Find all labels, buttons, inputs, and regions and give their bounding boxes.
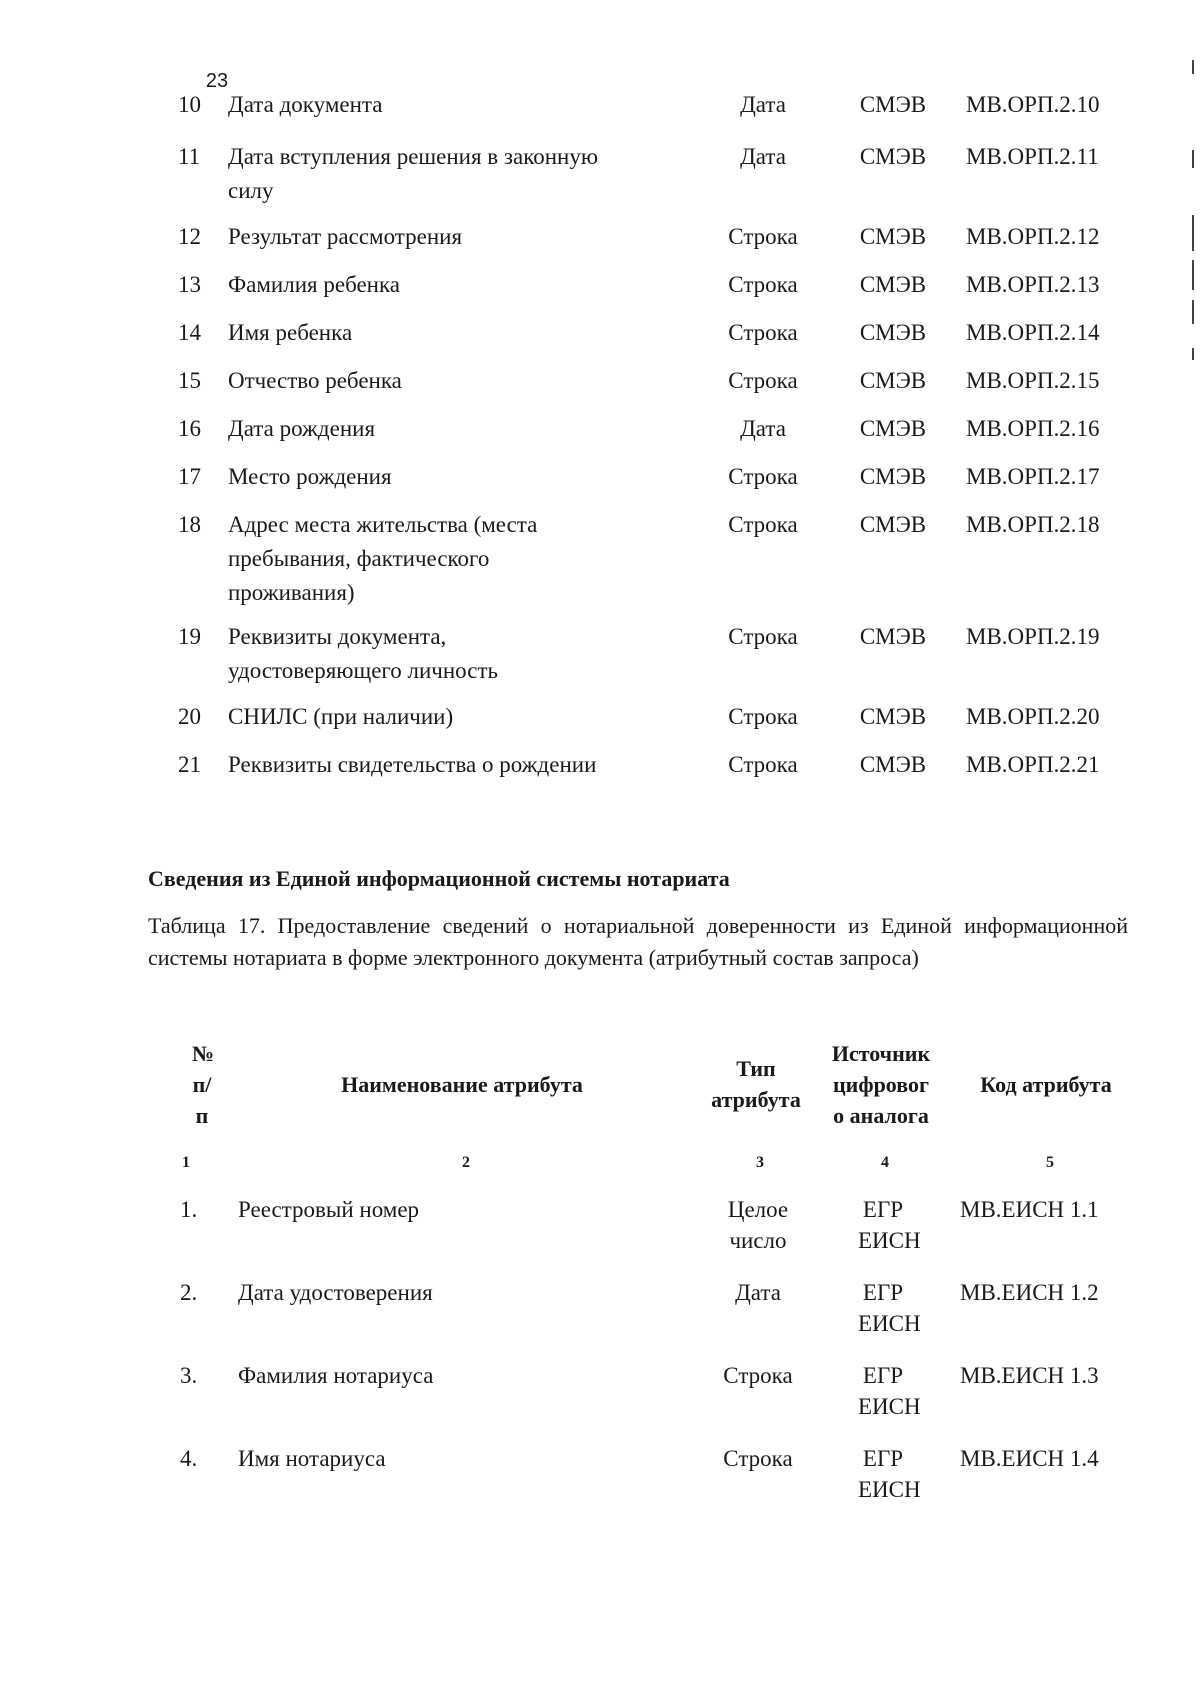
table-row (178, 1443, 1178, 1526)
attribute-name: Результат рассмотрения (228, 224, 463, 249)
scan-edge-mark (1192, 348, 1194, 360)
attribute-source: СМЭВ (859, 624, 927, 649)
header-attribute-type: Тип атрибута (711, 1056, 801, 1112)
row-number: 1. (180, 1197, 198, 1222)
attribute-code: МВ.ОРП.2.11 (966, 144, 1099, 169)
row-number: 10 (178, 92, 201, 117)
attribute-table-continued (178, 88, 1178, 796)
row-number: 4. (180, 1446, 198, 1471)
attribute-source: СМЭВ (859, 224, 927, 249)
row-number: 20 (178, 704, 201, 729)
column-index: 5 (1046, 1154, 1054, 1171)
table-row (178, 508, 1178, 620)
attribute-type: Дата (735, 1280, 781, 1305)
row-number: 21 (178, 752, 201, 777)
scan-edge-mark (1192, 150, 1194, 168)
attribute-name: Дата вступления решения в законную силу (228, 144, 598, 203)
header-number: № п/ п (192, 1040, 215, 1128)
attribute-type: Строка (728, 752, 798, 777)
row-number: 12 (178, 224, 201, 249)
header-attribute-name: Наименование атрибута (341, 1071, 583, 1097)
column-index: 3 (756, 1154, 764, 1171)
table-caption: Таблица 17. Предоставление сведений о нотариальной доверенности из Единой информационной системы нотариата в форме электронного документа (атрибутный состав запроса) (148, 913, 1128, 970)
attribute-name: Имя нотариуса (238, 1446, 386, 1471)
attribute-code: МВ.ЕИСН 1.2 (960, 1280, 1099, 1305)
attribute-code: МВ.ОРП.2.15 (966, 368, 1100, 393)
row-number: 13 (178, 272, 201, 297)
attribute-table-17 (178, 1028, 1178, 1526)
attribute-name: Реквизиты свидетельства о рождении (228, 752, 597, 777)
attribute-source: СМЭВ (859, 368, 927, 393)
attribute-name: СНИЛС (при наличии) (228, 704, 454, 729)
attribute-name: Отчество ребенка (228, 368, 402, 393)
attribute-code: МВ.ОРП.2.21 (966, 752, 1100, 777)
attribute-name: Имя ребенка (228, 320, 353, 345)
attribute-name: Реестровый номер (238, 1197, 420, 1222)
attribute-type: Дата (740, 416, 786, 441)
table-row (178, 748, 1178, 796)
attribute-source: ЕГР ЕИСН (858, 1363, 921, 1419)
attribute-code: МВ.ОРП.2.12 (966, 224, 1100, 249)
table-row (178, 620, 1178, 700)
attribute-name: Дата документа (228, 92, 383, 117)
column-index: 4 (881, 1154, 889, 1171)
page-number: 23 (205, 70, 229, 92)
attribute-type: Строка (723, 1446, 793, 1471)
table-row (178, 268, 1178, 316)
attribute-source: СМЭВ (859, 752, 927, 777)
attribute-code: МВ.ОРП.2.14 (966, 320, 1100, 345)
attribute-source: ЕГР ЕИСН (858, 1446, 921, 1502)
attribute-source: ЕГР ЕИСН (858, 1197, 921, 1253)
attribute-type: Целое число (727, 1197, 789, 1253)
attribute-code: МВ.ОРП.2.13 (966, 272, 1100, 297)
column-index-row (178, 1154, 1178, 1194)
attribute-source: ЕГР ЕИСН (858, 1280, 921, 1336)
table-row (178, 412, 1178, 460)
row-number: 2. (180, 1280, 198, 1305)
table-row (178, 1194, 1178, 1277)
attribute-source: СМЭВ (859, 92, 927, 117)
attribute-code: МВ.ОРП.2.18 (966, 512, 1100, 537)
attribute-code: МВ.ОРП.2.20 (966, 704, 1100, 729)
attribute-source: СМЭВ (859, 512, 927, 537)
attribute-type: Строка (728, 320, 798, 345)
attribute-source: СМЭВ (859, 272, 927, 297)
attribute-code: МВ.ЕИСН 1.4 (960, 1446, 1099, 1471)
row-number: 14 (178, 320, 201, 345)
attribute-code: МВ.ЕИСН 1.1 (960, 1197, 1099, 1222)
row-number: 3. (180, 1363, 198, 1388)
attribute-source: СМЭВ (859, 464, 927, 489)
scan-edge-mark (1192, 60, 1194, 74)
attribute-code: МВ.ОРП.2.17 (966, 464, 1100, 489)
table-row (178, 700, 1178, 748)
table-row (178, 316, 1178, 364)
attribute-type: Дата (740, 144, 786, 169)
attribute-name: Место рождения (228, 464, 392, 489)
attribute-code: МВ.ОРП.2.16 (966, 416, 1100, 441)
column-index: 2 (462, 1154, 470, 1171)
row-number: 19 (178, 624, 201, 649)
table-header (178, 1028, 1178, 1140)
attribute-type: Строка (728, 224, 798, 249)
row-number: 11 (178, 144, 201, 169)
row-number: 16 (178, 416, 201, 441)
table-row (178, 364, 1178, 412)
header-attribute-code: Код атрибута (980, 1071, 1112, 1097)
attribute-name: Дата удостоверения (238, 1280, 433, 1305)
row-number: 17 (178, 464, 201, 489)
scan-edge-mark (1192, 260, 1194, 290)
attribute-code: МВ.ЕИСН 1.3 (960, 1363, 1099, 1388)
table-row (178, 140, 1178, 220)
attribute-type: Строка (728, 368, 798, 393)
table-row (178, 88, 1178, 140)
scan-edge-mark (1192, 215, 1194, 251)
attribute-source: СМЭВ (859, 416, 927, 441)
attribute-type: Строка (728, 464, 798, 489)
attribute-code: МВ.ОРП.2.19 (966, 624, 1100, 649)
table-row (178, 1277, 1178, 1360)
attribute-type: Строка (728, 624, 798, 649)
row-number: 18 (178, 512, 201, 537)
attribute-type: Строка (728, 512, 798, 537)
attribute-source: СМЭВ (859, 144, 927, 169)
attribute-type: Строка (723, 1363, 793, 1388)
attribute-name: Адрес места жительства (места пребывания, фактического проживания) (228, 512, 538, 605)
attribute-source: СМЭВ (859, 704, 927, 729)
attribute-type: Строка (728, 272, 798, 297)
table-row (178, 460, 1178, 508)
attribute-type: Дата (740, 92, 786, 117)
attribute-source: СМЭВ (859, 320, 927, 345)
column-index: 1 (182, 1154, 190, 1171)
attribute-name: Фамилия ребенка (228, 272, 401, 297)
attribute-type: Строка (728, 704, 798, 729)
attribute-name: Фамилия нотариуса (238, 1363, 434, 1388)
table-row (178, 220, 1178, 268)
attribute-code: МВ.ОРП.2.10 (966, 92, 1100, 117)
attribute-name: Реквизиты документа, удостоверяющего личность (228, 624, 498, 683)
header-source: Источник цифровог о аналога (831, 1040, 931, 1128)
table-row (178, 1360, 1178, 1443)
scan-edge-mark (1192, 300, 1194, 324)
row-number: 15 (178, 368, 201, 393)
attribute-name: Дата рождения (228, 416, 376, 441)
section-title: Сведения из Единой информационной системы нотариата (148, 866, 730, 891)
